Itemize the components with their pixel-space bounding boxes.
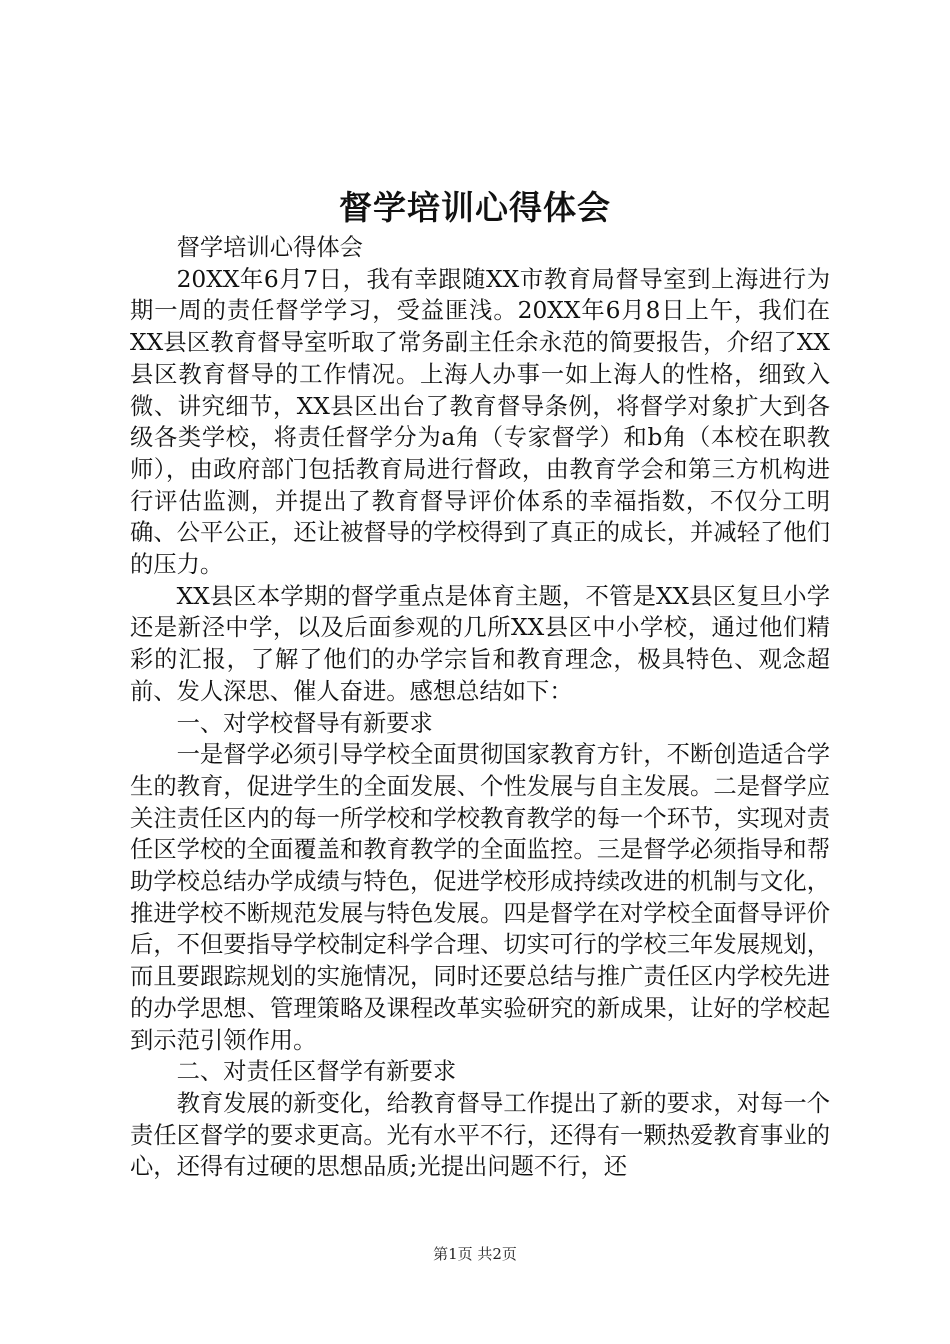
document-body [130, 232, 830, 1183]
paragraph: 教育发展的新变化，给教育督导工作提出了新的要求，对每一个责任区督学的要求更高。光有水平不行，还得有一颗热爱教育事业的心，还得有过硬的思想品质;光提出问题不行，还 [130, 1089, 830, 1181]
paragraph-subtitle: 督学培训心得体会 [176, 234, 363, 261]
page-title: 督学培训心得体会 [339, 188, 611, 227]
section-heading: 一、对学校督导有新要求 [176, 709, 433, 737]
page-number-footer: 第1页 共2页 [433, 1245, 517, 1263]
paragraph: XX县区本学期的督学重点是体育主题，不管是XX县区复旦小学还是新泾中学，以及后面参观的几所XX县区中小学校，通过他们精彩的汇报，了解了他们的办学宗旨和教育理念，极具特色、观念超前、发人深思、催人奋进。感想总结如下： [130, 582, 830, 705]
section-heading: 二、对责任区督学有新要求 [176, 1058, 457, 1086]
paragraph: 一是督学必须引导学校全面贯彻国家教育方针，不断创造适合学生的教育，促进学生的全面发展、个性发展与自主发展。二是督学应关注责任区内的每一所学校和学校教育教学的每一个环节，实现对责任区学校的全面覆盖和教育教学的全面监控。三是督学必须指导和帮助学校总结办学成绩与特色，促进学校形成持续改进的机制与文化，推进学校不断规范发展与特色发展。四是督学在对学校全面督导评价后，不但要指导学校制定科学合理、切实可行的学校三年发展规划，而且要跟踪规划的实施情况，同时还要总结与推广责任区内学校先进的办学思想、管理策略及课程改革实验研究的新成果，让好的学校起到示范引领作用。 [130, 741, 830, 1054]
paragraph: 20XX年6月7日，我有幸跟随XX市教育局督导室到上海进行为期一周的责任督学学习，受益匪浅。20XX年6月8日上午，我们在XX县区教育督导室听取了常务副主任余永范的简要报告，介绍了XX县区教育督导的工作情况。上海人办事一如上海人的性格，细致入微、讲究细节，XX县区出台了教育督导条例，将督学对象扩大到各级各类学校，将责任督学分为a角（专家督学）和b角（本校在职教师），由政府部门包括教育局进行督政，由教育学会和第三方机构进行评估监测，并提出了教育督导评价体系的幸福指数，不仅分工明确、公平公正，还让被督导的学校得到了真正的成长，并减轻了他们的压力。 [130, 265, 830, 579]
